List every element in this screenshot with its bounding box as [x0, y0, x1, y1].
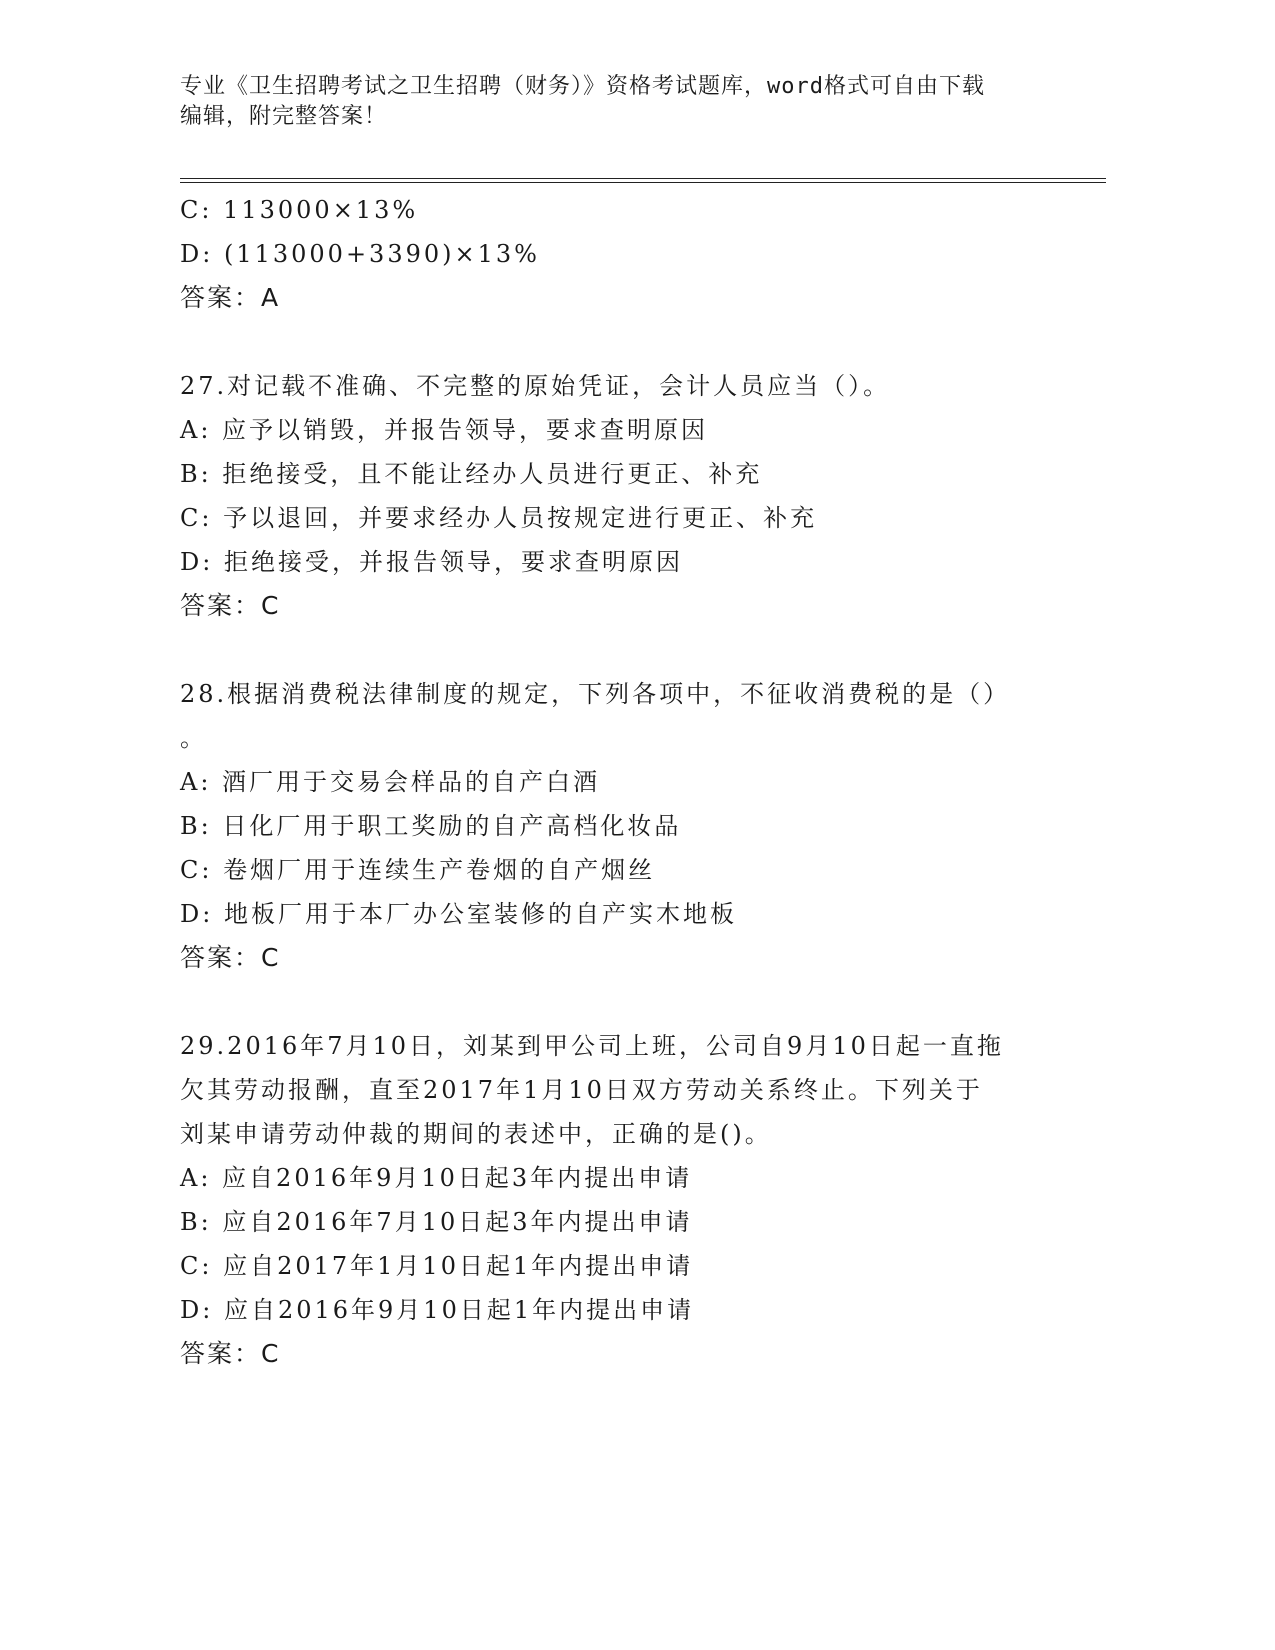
question-list [180, 188, 1060, 1376]
option-b: B: 日化厂用于职工奖励的自产高档化妆品 [180, 812, 682, 840]
spacer [180, 628, 1060, 672]
question-stem-continued: 。 [180, 724, 207, 752]
option-b: B: 拒绝接受，且不能让经办人员进行更正、补充 [180, 460, 763, 488]
option-c: C: 卷烟厂用于连续生产卷烟的自产烟丝 [180, 856, 656, 884]
option-d: D: (113000+3390)×13% [180, 240, 540, 268]
answer: 答案：C [180, 1339, 281, 1368]
option-a: A: 酒厂用于交易会样品的自产白酒 [180, 768, 601, 796]
question-stem: 28.根据消费税法律制度的规定，下列各项中，不征收消费税的是（） [180, 680, 1011, 708]
question-27 [180, 364, 1060, 628]
option-c: C: 应自2017年1月10日起1年内提出申请 [180, 1252, 694, 1280]
question-stem: 29.2016年7月10日，刘某到甲公司上班，公司自9月10日起一直拖 [180, 1032, 1004, 1060]
question-29 [180, 1024, 1060, 1376]
question-stem: 27.对记载不准确、不完整的原始凭证，会计人员应当（）。 [180, 372, 891, 400]
document-header [180, 72, 1060, 132]
previous-question-tail [180, 188, 1060, 320]
header-line-2: 编辑，附完整答案！ [180, 104, 388, 129]
option-d: D: 应自2016年9月10日起1年内提出申请 [180, 1296, 695, 1324]
option-b: B: 应自2016年7月10日起3年内提出申请 [180, 1208, 693, 1236]
question-stem-continued: 刘某申请劳动仲裁的期间的表述中，正确的是()。 [180, 1120, 772, 1148]
option-d: D: 地板厂用于本厂办公室装修的自产实木地板 [180, 900, 737, 928]
option-a: A: 应予以销毁，并报告领导，要求查明原因 [180, 416, 709, 444]
answer: 答案：A [180, 283, 281, 312]
question-stem-continued: 欠其劳动报酬，直至2017年1月10日双方劳动关系终止。下列关于 [180, 1076, 983, 1104]
answer: 答案：C [180, 943, 281, 972]
header-divider [180, 178, 1106, 183]
answer: 答案：C [180, 591, 281, 620]
header-line-1: 专业《卫生招聘考试之卫生招聘（财务）》资格考试题库，word格式可自由下载 [180, 74, 985, 99]
spacer [180, 980, 1060, 1024]
option-c: C: 予以退回，并要求经办人员按规定进行更正、补充 [180, 504, 818, 532]
option-c: C: 113000×13% [180, 196, 419, 224]
spacer [180, 320, 1060, 364]
option-a: A: 应自2016年9月10日起3年内提出申请 [180, 1164, 693, 1192]
question-28 [180, 672, 1060, 980]
option-d: D: 拒绝接受，并报告领导，要求查明原因 [180, 548, 683, 576]
